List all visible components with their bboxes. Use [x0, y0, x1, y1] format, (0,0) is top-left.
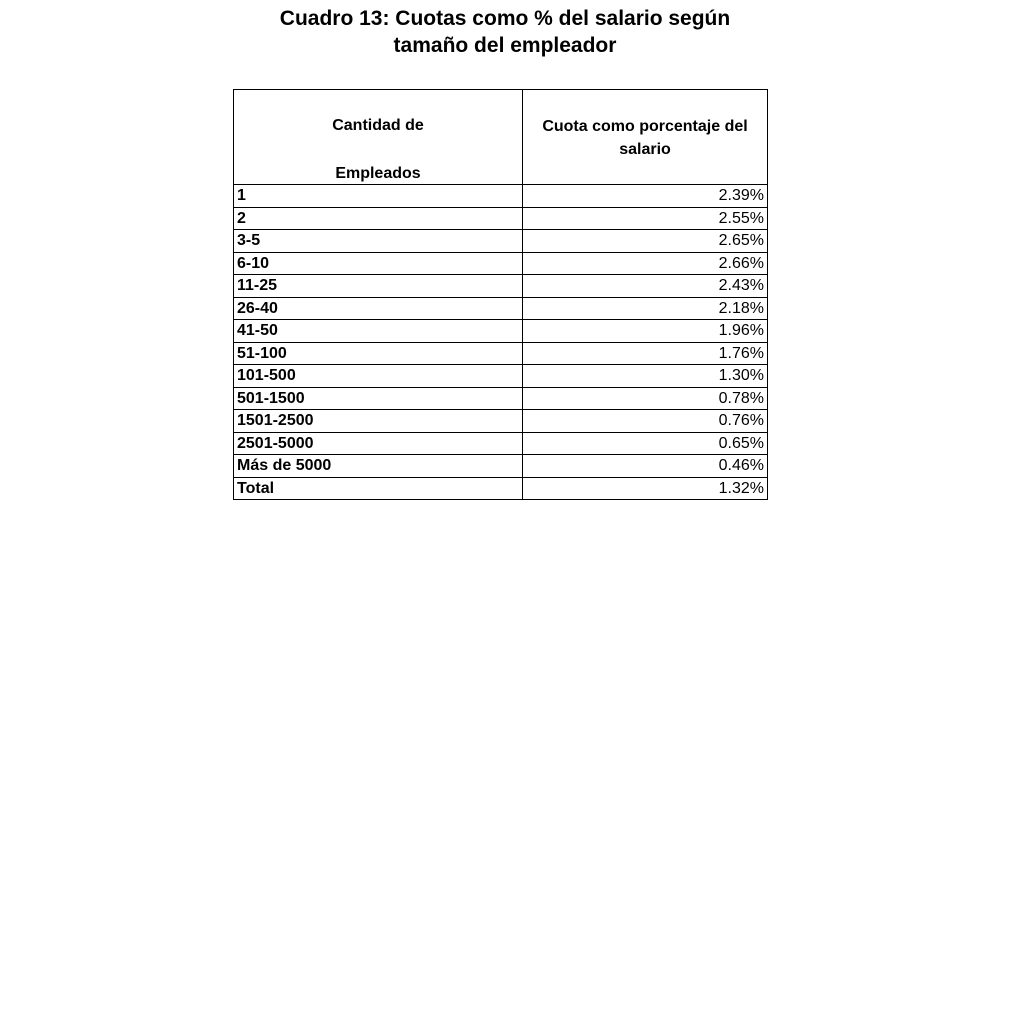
table-title-line1: Cuadro 13: Cuotas como % del salario según	[279, 7, 731, 30]
table-row	[234, 455, 768, 478]
cell-quota: 0.76%	[523, 410, 768, 433]
header-employees-line1: Cantidad de	[332, 117, 424, 134]
cell-quota: 0.65%	[523, 432, 768, 455]
cell-quota: 0.46%	[523, 455, 768, 478]
cell-employees: Total	[234, 477, 523, 500]
cell-employees: 26-40	[234, 297, 523, 320]
table-title	[200, 5, 810, 59]
cell-quota: 1.76%	[523, 342, 768, 365]
cell-quota: 0.78%	[523, 387, 768, 410]
cell-quota: 2.18%	[523, 297, 768, 320]
cell-employees: 11-25	[234, 275, 523, 298]
cell-employees: 101-500	[234, 365, 523, 388]
cell-employees: Más de 5000	[234, 455, 523, 478]
cell-employees: 2501-5000	[234, 432, 523, 455]
table-row	[234, 432, 768, 455]
cell-employees: 6-10	[234, 252, 523, 275]
cell-quota: 2.55%	[523, 207, 768, 230]
cell-quota: 1.96%	[523, 320, 768, 343]
table-row	[234, 320, 768, 343]
header-employees-line2: Empleados	[335, 165, 421, 182]
cell-employees: 41-50	[234, 320, 523, 343]
cell-quota: 2.66%	[523, 252, 768, 275]
cell-employees: 51-100	[234, 342, 523, 365]
header-quota-text: Cuota como porcentaje del salario	[542, 118, 748, 158]
table-row	[234, 342, 768, 365]
cell-employees: 1501-2500	[234, 410, 523, 433]
cell-employees: 2	[234, 207, 523, 230]
table-row	[234, 477, 768, 500]
table-row	[234, 387, 768, 410]
table-header-row	[234, 90, 768, 185]
table-row	[234, 275, 768, 298]
cell-employees: 3-5	[234, 230, 523, 253]
header-employees	[234, 90, 523, 185]
cell-quota: 2.43%	[523, 275, 768, 298]
table-row	[234, 365, 768, 388]
cell-quota: 1.32%	[523, 477, 768, 500]
cell-quota: 2.65%	[523, 230, 768, 253]
cell-quota: 2.39%	[523, 185, 768, 208]
table-row	[234, 185, 768, 208]
cell-employees: 501-1500	[234, 387, 523, 410]
table-row	[234, 252, 768, 275]
cell-quota: 1.30%	[523, 365, 768, 388]
table-row	[234, 230, 768, 253]
table-body	[234, 185, 768, 500]
table-title-line2: tamaño del empleador	[393, 34, 617, 57]
table-row	[234, 207, 768, 230]
table-row	[234, 410, 768, 433]
quota-table	[233, 89, 768, 500]
header-quota	[523, 90, 768, 185]
cell-employees: 1	[234, 185, 523, 208]
table-row	[234, 297, 768, 320]
